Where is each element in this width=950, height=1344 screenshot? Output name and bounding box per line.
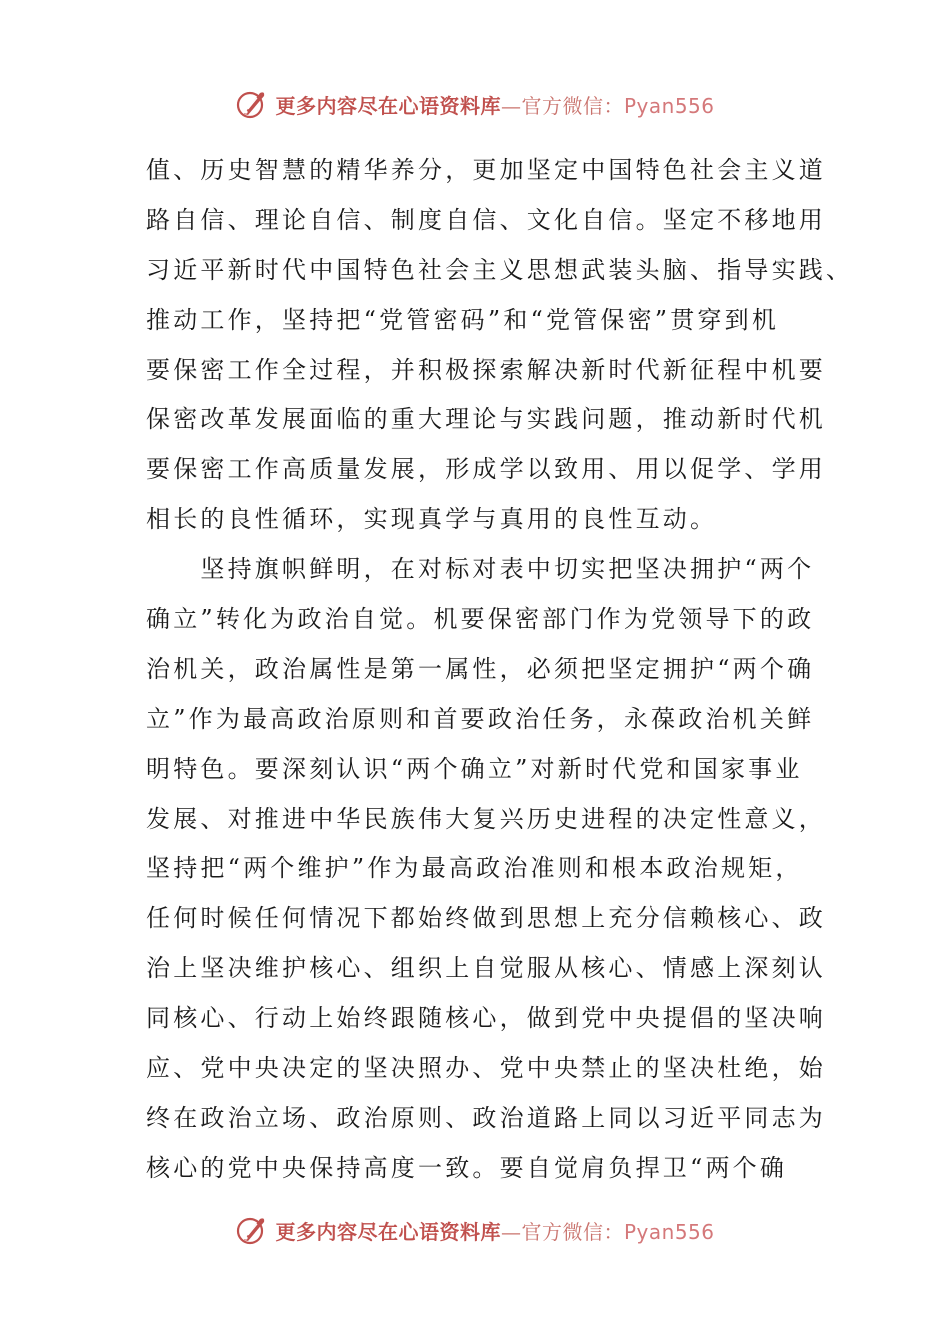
text-line: 任何时候任何情况下都始终做到思想上充分信赖核心、政 xyxy=(146,904,826,933)
watermark-text xyxy=(275,1216,714,1245)
watermark-wechat-id: Pyan556 xyxy=(623,93,715,118)
text-line: 要保密工作高质量发展，形成学以致用、用以促学、学用 xyxy=(146,455,826,484)
watermark-separator: — xyxy=(500,1219,522,1244)
text-line: 治机关，政治属性是第一属性，必须把坚定拥护“两个确 xyxy=(146,654,815,683)
text-line: 推动工作，坚持把“党管密码”和“党管保密”贯穿到机 xyxy=(146,305,780,334)
text-line: 发展、对推进中华民族伟大复兴历史进程的决定性意义， xyxy=(146,804,826,833)
watermark-separator: — xyxy=(500,93,522,118)
watermark-wechat-label: 官方微信： xyxy=(521,1219,624,1244)
text-line: 习近平新时代中国特色社会主义思想武装头脑、指导实践、 xyxy=(146,255,854,284)
text-line: 终在政治立场、政治原则、政治道路上同以习近平同志为 xyxy=(146,1103,826,1132)
document-body xyxy=(146,146,854,1194)
footer-watermark xyxy=(0,1210,950,1250)
text-line: 坚持旗帜鲜明，在对标对表中切实把坚决拥护“两个 xyxy=(146,555,815,584)
pen-feather-logo-icon xyxy=(235,87,269,121)
text-line: 同核心、行动上始终跟随核心，做到党中央提倡的坚决响 xyxy=(146,1004,826,1033)
text-line: 保密改革发展面临的重大理论与实践问题，推动新时代机 xyxy=(146,405,826,434)
text-line: 相长的良性循环，实现真学与真用的良性互动。 xyxy=(146,505,718,534)
text-line: 要保密工作全过程，并积极探索解决新时代新征程中机要 xyxy=(146,355,826,384)
text-line: 坚持把“两个维护”作为最高政治准则和根本政治规矩， xyxy=(146,854,803,883)
text-line: 治上坚决维护核心、组织上自觉服从核心、情感上深刻认 xyxy=(146,954,826,983)
header-watermark xyxy=(0,84,950,124)
text-line: 路自信、理论自信、制度自信、文化自信。坚定不移地用 xyxy=(146,205,826,234)
watermark-wechat-id: Pyan556 xyxy=(623,1219,715,1244)
watermark-text xyxy=(275,90,714,119)
text-line: 立”作为最高政治原则和首要政治任务，永葆政治机关鲜 xyxy=(146,704,815,733)
text-line: 应、党中央决定的坚决照办、党中央禁止的坚决杜绝，始 xyxy=(146,1054,826,1083)
text-line: 核心的党中央保持高度一致。要自觉肩负捍卫“两个确 xyxy=(146,1153,788,1182)
text-line: 明特色。要深刻认识“两个确立”对新时代党和国家事业 xyxy=(146,754,803,783)
text-line: 确立”转化为政治自觉。机要保密部门作为党领导下的政 xyxy=(146,605,815,634)
watermark-wechat-label: 官方微信： xyxy=(521,93,624,118)
watermark-brand: 更多内容尽在心语资料库 xyxy=(275,1219,501,1244)
text-line: 值、历史智慧的精华养分，更加坚定中国特色社会主义道 xyxy=(146,156,826,184)
pen-feather-logo-icon xyxy=(235,1213,269,1247)
watermark-brand: 更多内容尽在心语资料库 xyxy=(275,93,501,118)
